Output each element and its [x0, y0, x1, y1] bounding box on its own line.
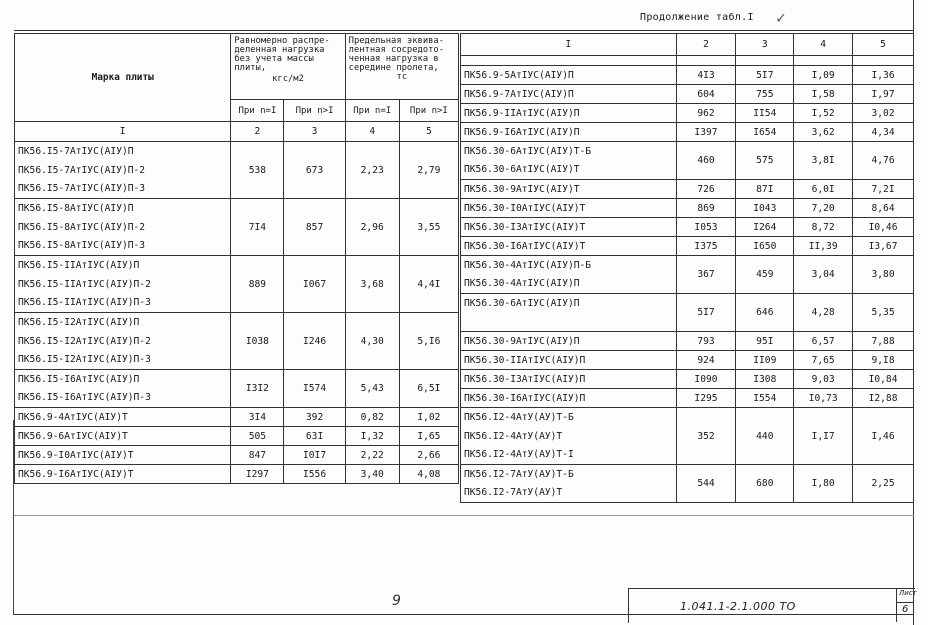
- value-cell: 3,55: [399, 199, 458, 256]
- value-cell: I0I7: [284, 446, 345, 465]
- checkmark-icon: ✓: [776, 8, 786, 27]
- plate-mark: [461, 313, 677, 332]
- value-cell: 459: [736, 256, 794, 294]
- value-cell: I067: [284, 256, 345, 313]
- table-row: [461, 218, 914, 237]
- table-row: [461, 180, 914, 199]
- value-cell: 544: [676, 465, 736, 503]
- value-cell: 7,65: [794, 351, 853, 370]
- table-row: [461, 408, 914, 427]
- plate-mark: ПК56.30-6АтIУС(АIУ)Т-Б: [461, 142, 677, 161]
- column-number: 5: [399, 122, 458, 142]
- value-cell: 3,02: [853, 104, 914, 123]
- column-number: 2: [231, 122, 284, 142]
- value-cell: I043: [736, 199, 794, 218]
- table-row: [461, 66, 914, 85]
- value-cell: II,39: [794, 237, 853, 256]
- table-row: [15, 408, 459, 427]
- value-cell: 2,66: [399, 446, 458, 465]
- plate-mark: ПК56.30-I6АтIУС(АIУ)Т: [461, 237, 677, 256]
- distributed-load-text: Равномерно распре-деленная нагрузка без учета массы плиты,: [234, 36, 330, 73]
- value-cell: I,97: [853, 85, 914, 104]
- value-cell: I3,67: [853, 237, 914, 256]
- table-end-line: [14, 515, 914, 516]
- value-cell: II09: [736, 351, 794, 370]
- plate-mark: ПК56.I5-I2АтIУС(АIУ)П: [15, 313, 231, 332]
- value-cell: I,80: [794, 465, 853, 503]
- value-cell: 440: [736, 408, 794, 465]
- value-cell: 793: [676, 332, 736, 351]
- sheet-number: 6: [902, 604, 909, 615]
- value-cell: 5,43: [345, 370, 399, 408]
- table-row: [461, 123, 914, 142]
- header-row: [461, 34, 914, 56]
- value-cell: II54: [736, 104, 794, 123]
- plate-mark: ПК56.I2-4АтУ(АУ)Т: [461, 427, 677, 446]
- value-cell: 2,23: [345, 142, 399, 199]
- value-cell: I0,46: [853, 218, 914, 237]
- plate-mark: ПК56.30-4АтIУС(АIУ)П: [461, 275, 677, 294]
- subheader-cell: При n=I: [231, 100, 284, 122]
- spacer-cell: [794, 56, 853, 66]
- value-cell: 4,08: [399, 465, 458, 484]
- spacer-cell: [461, 56, 677, 66]
- column-number: I: [15, 122, 231, 142]
- value-cell: 2,79: [399, 142, 458, 199]
- plate-mark: ПК56.30-I0АтIУС(АIУ)Т: [461, 199, 677, 218]
- column-number: 2: [676, 34, 736, 56]
- plate-mark: ПК56.9-4АтIУС(АIУ)Т: [15, 408, 231, 427]
- value-cell: 4I3: [676, 66, 736, 85]
- column-number-row: [15, 122, 459, 142]
- sheet-label: Лист: [899, 589, 917, 597]
- value-cell: 924: [676, 351, 736, 370]
- plate-mark: ПК56.I5-8АтIУС(АIУ)П: [15, 199, 231, 218]
- subheader-cell: При n=I: [345, 100, 399, 122]
- column-number: 3: [736, 34, 794, 56]
- value-cell: 5I7: [736, 66, 794, 85]
- distributed-load-unit: кгс/м2: [272, 74, 304, 84]
- value-cell: 4,34: [853, 123, 914, 142]
- value-cell: 857: [284, 199, 345, 256]
- value-cell: I3I2: [231, 370, 284, 408]
- plate-mark: ПК56.30-I3АтIУС(АIУ)П: [461, 370, 677, 389]
- plate-mark: ПК56.I2-4АтУ(АУ)Т-I: [461, 446, 677, 465]
- value-cell: I554: [736, 389, 794, 408]
- plate-mark: ПК56.I5-I6АтIУС(АIУ)П: [15, 370, 231, 389]
- column-number: 5: [853, 34, 914, 56]
- plate-mark: ПК56.I5-IIАтIУС(АIУ)П-2: [15, 275, 231, 294]
- value-cell: 5I7: [676, 294, 736, 332]
- value-cell: 2,22: [345, 446, 399, 465]
- value-cell: 352: [676, 408, 736, 465]
- value-cell: 6,57: [794, 332, 853, 351]
- frame-top-line: [14, 30, 914, 31]
- page-mark: 9: [392, 593, 401, 609]
- value-cell: 847: [231, 446, 284, 465]
- title-block-divider: [896, 588, 897, 622]
- plate-mark: ПК56.9-IIАтIУС(АIУ)П: [461, 104, 677, 123]
- equivalent-load-text: Предельная эквива-лентная сосредото-ченная нагрузка в середине пролета,: [348, 36, 445, 73]
- distributed-load-header: [231, 34, 345, 100]
- value-cell: I246: [284, 313, 345, 370]
- value-cell: 8,72: [794, 218, 853, 237]
- value-cell: I,58: [794, 85, 853, 104]
- value-cell: I556: [284, 465, 345, 484]
- value-cell: I397: [676, 123, 736, 142]
- table-row: [461, 104, 914, 123]
- plate-mark: ПК56.I5-I6АтIУС(АIУ)П-3: [15, 389, 231, 408]
- value-cell: 4,30: [345, 313, 399, 370]
- table-row: [15, 142, 459, 161]
- column-number: 4: [345, 122, 399, 142]
- value-cell: 869: [676, 199, 736, 218]
- plate-mark: ПК56.I5-8АтIУС(АIУ)П-3: [15, 237, 231, 256]
- value-cell: I297: [231, 465, 284, 484]
- plate-mark: ПК56.30-9АтIУС(АIУ)П: [461, 332, 677, 351]
- value-cell: 392: [284, 408, 345, 427]
- plate-mark: ПК56.I2-7АтУ(АУ)Т-Б: [461, 465, 677, 484]
- value-cell: I,65: [399, 427, 458, 446]
- value-cell: 3,04: [794, 256, 853, 294]
- value-cell: I090: [676, 370, 736, 389]
- plate-mark: ПК56.30-9АтIУС(АIУ)Т: [461, 180, 677, 199]
- value-cell: 87I: [736, 180, 794, 199]
- table-row: [15, 256, 459, 275]
- table-row: [15, 370, 459, 389]
- value-cell: I053: [676, 218, 736, 237]
- value-cell: 367: [676, 256, 736, 294]
- header-row: [15, 34, 459, 100]
- table-row: [461, 199, 914, 218]
- plate-mark: ПК56.9-I0АтIУС(АIУ)Т: [15, 446, 231, 465]
- value-cell: 3,68: [345, 256, 399, 313]
- value-cell: I308: [736, 370, 794, 389]
- value-cell: 538: [231, 142, 284, 199]
- value-cell: 575: [736, 142, 794, 180]
- value-cell: 7,2I: [853, 180, 914, 199]
- value-cell: 2,25: [853, 465, 914, 503]
- value-cell: I295: [676, 389, 736, 408]
- value-cell: I,32: [345, 427, 399, 446]
- value-cell: 5,I6: [399, 313, 458, 370]
- table-row: [461, 294, 914, 313]
- value-cell: 889: [231, 256, 284, 313]
- equivalent-load-unit: тс: [396, 72, 408, 82]
- value-cell: 9,03: [794, 370, 853, 389]
- spacer-cell: [853, 56, 914, 66]
- left-table: [14, 33, 459, 484]
- value-cell: 6,5I: [399, 370, 458, 408]
- value-cell: 7,20: [794, 199, 853, 218]
- value-cell: 95I: [736, 332, 794, 351]
- plate-mark: ПК56.I5-I2АтIУС(АIУ)П-3: [15, 351, 231, 370]
- spacer-row: [461, 56, 914, 66]
- mark-header: Марка плиты: [15, 34, 231, 122]
- value-cell: I,36: [853, 66, 914, 85]
- document-code: 1.041.1-2.1.000 ТО: [680, 600, 796, 613]
- value-cell: 4,28: [794, 294, 853, 332]
- value-cell: I038: [231, 313, 284, 370]
- value-cell: 460: [676, 142, 736, 180]
- value-cell: I0,73: [794, 389, 853, 408]
- subheader-cell: При n>I: [399, 100, 458, 122]
- value-cell: 9,I8: [853, 351, 914, 370]
- value-cell: 8,64: [853, 199, 914, 218]
- value-cell: I650: [736, 237, 794, 256]
- value-cell: 962: [676, 104, 736, 123]
- plate-mark: ПК56.9-I6АтIУС(АIУ)Т: [15, 465, 231, 484]
- value-cell: I2,88: [853, 389, 914, 408]
- plate-mark: ПК56.9-5АтIУС(АIУ)П: [461, 66, 677, 85]
- plate-mark: ПК56.I5-I2АтIУС(АIУ)П-2: [15, 332, 231, 351]
- table-row: [461, 351, 914, 370]
- value-cell: I,46: [853, 408, 914, 465]
- continuation-caption: Продолжение табл.I: [640, 12, 754, 23]
- plate-mark: ПК56.I5-7АтIУС(АIУ)П-3: [15, 180, 231, 199]
- plate-mark: ПК56.30-6АтIУС(АIУ)Т: [461, 161, 677, 180]
- table-row: [461, 237, 914, 256]
- value-cell: 2,96: [345, 199, 399, 256]
- value-cell: 0,82: [345, 408, 399, 427]
- value-cell: 673: [284, 142, 345, 199]
- value-cell: 3I4: [231, 408, 284, 427]
- column-number: 3: [284, 122, 345, 142]
- title-block-divider: [896, 602, 914, 603]
- plate-mark: ПК56.I5-IIАтIУС(АIУ)П: [15, 256, 231, 275]
- plate-mark: ПК56.30-I3АтIУС(АIУ)Т: [461, 218, 677, 237]
- value-cell: 63I: [284, 427, 345, 446]
- value-cell: 3,40: [345, 465, 399, 484]
- plate-mark: ПК56.I2-4АтУ(АУ)Т-Б: [461, 408, 677, 427]
- plate-mark: ПК56.9-6АтIУС(АIУ)Т: [15, 427, 231, 446]
- plate-mark: ПК56.9-7АтIУС(АIУ)П: [461, 85, 677, 104]
- value-cell: 6,0I: [794, 180, 853, 199]
- plate-mark: ПК56.I5-8АтIУС(АIУ)П-2: [15, 218, 231, 237]
- value-cell: 680: [736, 465, 794, 503]
- table-row: [461, 332, 914, 351]
- table-row: [461, 389, 914, 408]
- table-row: [15, 313, 459, 332]
- table-row: [461, 370, 914, 389]
- value-cell: 3,62: [794, 123, 853, 142]
- right-table: [460, 33, 914, 503]
- column-number: 4: [794, 34, 853, 56]
- table-row: [461, 142, 914, 161]
- value-cell: 505: [231, 427, 284, 446]
- subheader-cell: При n>I: [284, 100, 345, 122]
- value-cell: I375: [676, 237, 736, 256]
- plate-mark: ПК56.30-4АтIУС(АIУ)П-Б: [461, 256, 677, 275]
- plate-mark: ПК56.I5-IIАтIУС(АIУ)П-3: [15, 294, 231, 313]
- value-cell: 726: [676, 180, 736, 199]
- table-row: [15, 199, 459, 218]
- value-cell: 5,35: [853, 294, 914, 332]
- value-cell: 646: [736, 294, 794, 332]
- spacer-cell: [736, 56, 794, 66]
- table-row: [461, 256, 914, 275]
- value-cell: 7I4: [231, 199, 284, 256]
- table-row: [15, 427, 459, 446]
- value-cell: 3,80: [853, 256, 914, 294]
- plate-mark: ПК56.I2-7АтУ(АУ)Т: [461, 484, 677, 503]
- value-cell: 4,76: [853, 142, 914, 180]
- value-cell: 604: [676, 85, 736, 104]
- plate-mark: ПК56.30-IIАтIУС(АIУ)П: [461, 351, 677, 370]
- plate-mark: ПК56.I5-7АтIУС(АIУ)П: [15, 142, 231, 161]
- table-row: [461, 465, 914, 484]
- value-cell: I574: [284, 370, 345, 408]
- value-cell: 3,8I: [794, 142, 853, 180]
- value-cell: 7,88: [853, 332, 914, 351]
- value-cell: 755: [736, 85, 794, 104]
- plate-mark: ПК56.I5-7АтIУС(АIУ)П-2: [15, 161, 231, 180]
- plate-mark: ПК56.9-I6АтIУС(АIУ)П: [461, 123, 677, 142]
- plate-mark: ПК56.30-6АтIУС(АIУ)П: [461, 294, 677, 313]
- value-cell: I264: [736, 218, 794, 237]
- plate-mark: ПК56.30-I6АтIУС(АIУ)П: [461, 389, 677, 408]
- table-row: [15, 446, 459, 465]
- value-cell: I,52: [794, 104, 853, 123]
- column-number: I: [461, 34, 677, 56]
- value-cell: I,09: [794, 66, 853, 85]
- spacer-cell: [676, 56, 736, 66]
- value-cell: I654: [736, 123, 794, 142]
- value-cell: I0,84: [853, 370, 914, 389]
- table-row: [461, 85, 914, 104]
- value-cell: I,02: [399, 408, 458, 427]
- value-cell: I,I7: [794, 408, 853, 465]
- equivalent-load-header: [345, 34, 458, 100]
- value-cell: 4,4I: [399, 256, 458, 313]
- table-row: [15, 465, 459, 484]
